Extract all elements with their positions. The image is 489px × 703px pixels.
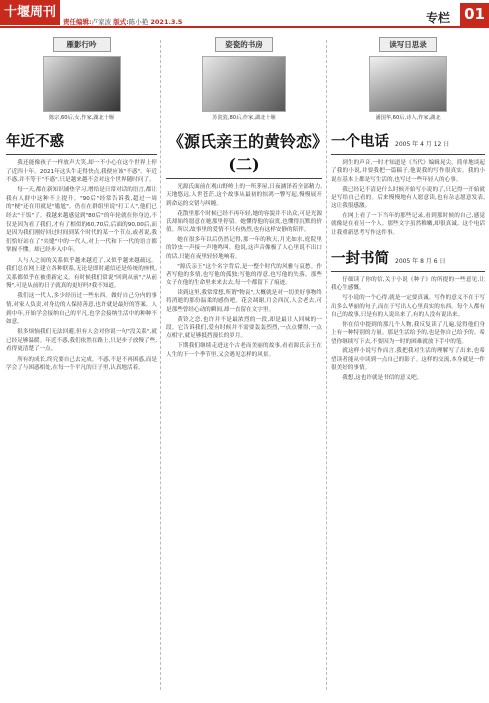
title-rule [166, 178, 322, 179]
paragraph: 我还能像孩子一样放声大笑,却一不小心在这个世界上停了近四十年。2021年这头牛走得快点,我便应该"不惑"。年近不惑,并不等于"不惑",只是越来越不会对这个世界随时问了。 [6, 160, 157, 184]
paragraph: 写小说的一个心得,就是一定要真诚。写作的意义不在于写出多么华丽的句子,而在于写出人心里真实的东西。每个人都有自己的故事,只是有的人说出来了,有的人没有说出来。 [331, 295, 485, 318]
paragraph: 我们这一代人,多少经历过一些东西。做好自己分内的事情,对家人负责,对身边的人保持善意,也许就是最好的答案。人到中年,开始学会接纳自己的平凡,也学会接纳生活中的种种不如意。 [6, 293, 157, 326]
article-title-text: 一个电话 [331, 133, 389, 150]
article-title-text: 一封书简 [331, 250, 389, 268]
article-title: 年近不惑 [6, 133, 64, 150]
paragraph: 我想,这也许就是书信的意义吧。 [342, 374, 423, 381]
paragraph: 黄铃之恋,也许并不是最浓烈的一段,却是最让人回味的一段。它告诉我们,爱有时候并不需要轰轰烈烈,一点点懂得,一点点相守,就足够抵挡漫长的岁月。 [166, 316, 322, 340]
page-header [0, 0, 489, 31]
column-tag: 姿瓷的书房 [215, 37, 273, 52]
article-title: 《源氏亲王的黄铃恋》(二) [167, 132, 320, 174]
author-photo [202, 56, 286, 112]
masthead-info [63, 17, 182, 26]
article-date: 2005 年 4 月 12 日 [395, 141, 450, 148]
editor-label: 责任编辑: [63, 18, 92, 26]
article-date: 2005 年 8 月 6 日 [395, 258, 446, 266]
title-rule [331, 271, 485, 272]
author-caption: 苏瓷瓷,80后,作家,湖北十堰 [212, 115, 276, 121]
column-tag: 读写日思录 [379, 37, 437, 52]
paragraph: 人与人之间的关系似乎越来越近了,又似乎越来越疏远。我们总在网上建立各种联系,无论是即时通信还是传统的座机,关系都似乎在被重新定义。有时候我们常说"回到从前","从前慢",可是从前的日子就真的更好吗?我不知道。 [6, 257, 157, 290]
title-rule [331, 154, 485, 155]
author-caption: 潘国华,60后,诗人,作家,湖北 [375, 115, 441, 121]
paragraph: 光源氏面前在观山野岭上的一所茅屋,日夜涵泽着全部精力,天地悠远,人世苍茫,这个故事从最初的惊鸿一瞥写起,慢慢展开到命运的交错与纠缠。 [166, 184, 322, 207]
paragraph: 在网上看了一下当年的那些记录,看到那时候的自己,感觉就像是在看另一个人。那些文字虽然稚嫩,却很真诚。这个电话让我重新思考写作这件事。 [331, 213, 485, 236]
designer-name: 陈小艳 [128, 18, 149, 26]
article-title [331, 130, 485, 151]
header-rule [0, 26, 489, 28]
column-divider [326, 40, 327, 690]
article-body [331, 159, 485, 237]
article-body [6, 159, 157, 373]
article-title [331, 247, 485, 268]
editor-name: 卢家波 [91, 18, 112, 26]
issue-date: 2021.3.5 [150, 18, 183, 26]
paragraph: 每一天,都在新知识铺垫学习,增给是日常对话的语言,都让我有人群中这种不上提升。"90后"经常告诉我,超过一周的"梗"还在用就是"尴尬"。仍在在群组里说"打工人",他们已经去"干饭"了。我越来越感觉到"80后"的年轮就在你身边,不仅是因为看了我们,才有了相似的60,70后,后面的90,00后,而是因为我们刚好回过时间到某个时代的某一个节点,或者说,我们恰好站在了"夹缝"中的一代人,对上一代和下一代的语言都掌握不懂。却已经步入中年。 [6, 187, 157, 254]
newspaper-logo: 十堰周刊 [0, 0, 60, 25]
column-tag: 雁影行吟 [53, 37, 111, 52]
author-photo [43, 56, 121, 112]
title-rule [6, 154, 157, 155]
column-1 [6, 37, 157, 374]
paragraph: 下期我们继续走进这个古老而美丽的故事,看看源氏亲王在人生的下一个季节里,又会遇见怎样的风景。 [166, 343, 322, 358]
paragraph: 仔细读了你的信,关于小说《种子》的所提的一些意见,让我心生感慨。 [331, 277, 485, 292]
author-caption: 陈宗,60后,女,作家,湖北十堰 [48, 115, 115, 121]
article-body [331, 276, 485, 382]
paragraph: 很多烦恼我们无法回避,但有人会对你说一句"没关系",就已经足够温暖。年近不惑,我们依然在路上,只是步子放慢了些,看得更清楚了一点。 [6, 329, 157, 353]
paragraph: 读到这里,我常常想,所谓"物哀",大概就是对一切美好事物终将消逝的那份温柔的感伤吧。花会凋谢,月会西沉,人会老去,可是那些曾经心动的瞬间,却一直留在文字里。 [166, 290, 322, 313]
column-2 [166, 37, 322, 360]
paragraph: 你在信中提到的那几个人物,我反复读了几遍,觉得他们身上有一种特别的力量。那是生活给予的,也是你自己给予的。希望你继续写下去,不要因为一时的困难就放下手中的笔。 [331, 321, 485, 345]
column-3 [331, 37, 485, 384]
paragraph: 我已经记不清是什么时候开始写小说的了,只记得一开始就是写给自己看的。后来慢慢地有人愿意读,也有杂志愿意发表,这让我很感激。 [331, 186, 485, 210]
page-number-badge: 01 [460, 3, 489, 26]
paragraph: 她在很多年以后仍然记得,那一年的秋天,月光如水,庭院里的铃虫一声接一声地鸣叫。他说,这声音像极了人心里说不出口的话,只能在夜里轻轻地响着。 [166, 237, 322, 260]
designer-label: 版式: [113, 18, 129, 26]
paragraph: 所有的成长,终究要自己去完成。不惑,不是不再困惑,而是学会了与困惑相处,在每一个平凡的日子里,认真地活着。 [6, 356, 157, 372]
article-body [166, 183, 322, 359]
column-divider [160, 40, 161, 690]
paragraph: 花散里那个时候已经不再年轻,她的容貌并不出众,可是光源氏却始终愿意在她那里停留。她懂得他的寂寞,也懂得沉默的价值。所以,故事里的爱情不只有热烈,也有这样安静的陪伴。 [166, 210, 322, 234]
paragraph: "源氏亲王"这个名字背后,是一整个时代的风雅与哀愁。作者写他的多情,也写他的孤独;写他的得意,也写他的失落。那些女子在他的生命里来来去去,每一个都留下了痕迹。 [166, 263, 322, 287]
paragraph: 就这样小说写作而言,我把我对生活的理解写了出来,也希望读者能从中读到一点自己的影子。这样的交流,本身就是一件很美好的事情。 [331, 348, 485, 372]
paragraph: 到生的声音,一时才知道是《当代》编辑晃尖。简单地谈起了我的小说,并要我把一篇稿子,他说我的写作很真实。我的小说在基本上都是写生活的,也写过一些年轻人的心事。 [331, 160, 485, 183]
author-photo [369, 56, 447, 112]
section-title: 专栏 [426, 11, 451, 25]
